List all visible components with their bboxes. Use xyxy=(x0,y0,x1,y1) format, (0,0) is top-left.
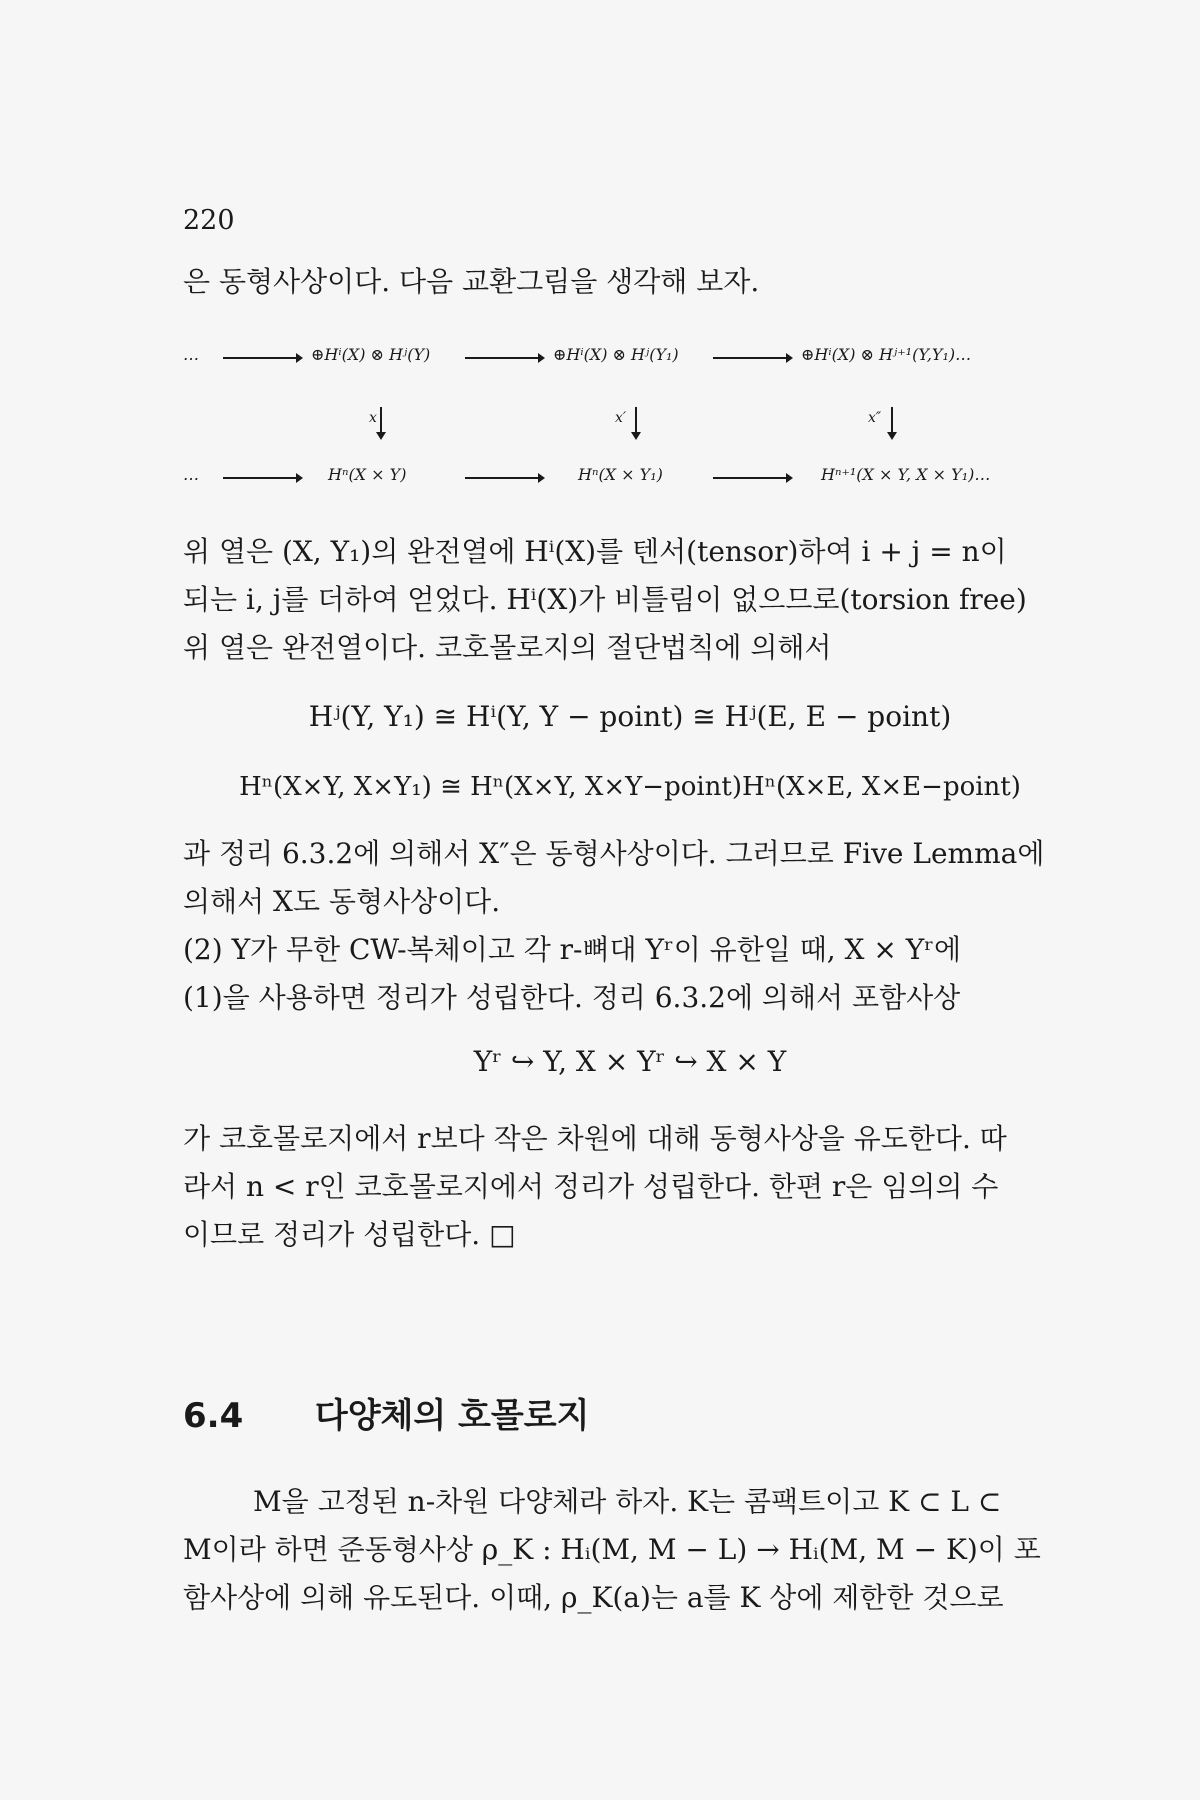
arrow-down xyxy=(380,407,382,437)
arrow-right xyxy=(713,357,791,359)
arrow-right xyxy=(465,477,543,479)
diagram-bottom-ellipsis: … xyxy=(183,465,199,484)
diagram-top-node-3: ⊕Hⁱ(X) ⊗ Hʲ⁺¹(Y,Y₁)… xyxy=(801,345,972,364)
paragraph-line: 이므로 정리가 성립한다. □ xyxy=(183,1218,516,1251)
paragraph-line: 위 열은 (X, Y₁)의 완전열에 Hⁱ(X)를 텐서(tensor)하여 i + j = n이 xyxy=(183,535,1007,568)
paragraph-line: 함사상에 의해 유도된다. 이때, ρ_K(a)는 a를 K 상에 제한한 것으로 xyxy=(183,1581,1004,1614)
diagram-bottom-node-1: Hⁿ(X × Y) xyxy=(328,465,407,484)
arrow-right xyxy=(223,357,301,359)
paragraph-2 xyxy=(183,830,1077,1022)
section-number: 6.4 xyxy=(183,1396,244,1436)
equation-3: Yʳ ↪ Y, X × Yʳ ↪ X × Y xyxy=(473,1045,787,1078)
intro-line: 은 동형사상이다. 다음 교환그림을 생각해 보자. xyxy=(183,265,760,298)
paragraph-line: M이라 하면 준동형사상 ρ_K : Hᵢ(M, M − L) → Hᵢ(M, M − K)이 포 xyxy=(183,1533,1041,1566)
commutative-diagram xyxy=(183,345,1083,515)
arrow-right xyxy=(713,477,791,479)
page-number: 220 xyxy=(183,205,235,236)
diagram-bottom-node-3: Hⁿ⁺¹(X × Y, X × Y₁)… xyxy=(821,465,991,484)
arrow-right xyxy=(465,357,543,359)
diagram-top-node-1: ⊕Hⁱ(X) ⊗ Hʲ(Y) xyxy=(311,345,431,364)
vertical-map-label-1: x xyxy=(369,410,377,426)
section-title: 다양체의 호몰로지 xyxy=(314,1396,590,1436)
arrow-right xyxy=(223,477,301,479)
paragraph-line: 과 정리 6.3.2에 의해서 X″은 동형사상이다. 그러므로 Five Lemma에 xyxy=(183,837,1045,870)
paragraph-line: 위 열은 완전열이다. 코호몰로지의 절단법칙에 의해서 xyxy=(183,631,832,664)
vertical-map-label-3: x″ xyxy=(868,410,882,426)
diagram-top-row xyxy=(183,345,1083,375)
paragraph-line: 라서 n < r인 코호몰로지에서 정리가 성립한다. 한편 r은 임의의 수 xyxy=(183,1170,999,1203)
paragraph-line: 가 코호몰로지에서 r보다 작은 차원에 대해 동형사상을 유도한다. 따 xyxy=(183,1122,1007,1155)
arrow-down xyxy=(891,407,893,437)
paragraph-3 xyxy=(183,1115,1077,1259)
section-heading xyxy=(183,1388,589,1437)
paragraph-1 xyxy=(183,528,1077,672)
paragraph-line: (1)을 사용하면 정리가 성립한다. 정리 6.3.2에 의해서 포함사상 xyxy=(183,981,961,1014)
equation-1: Hʲ(Y, Y₁) ≅ Hⁱ(Y, Y − point) ≅ Hʲ(E, E − point) xyxy=(308,700,952,733)
diagram-bottom-node-2: Hⁿ(X × Y₁) xyxy=(578,465,663,484)
diagram-top-ellipsis: … xyxy=(183,345,199,364)
paragraph-line: (2) Y가 무한 CW-복체이고 각 r-뼈대 Yʳ이 유한일 때, X × Yʳ에 xyxy=(183,933,961,966)
equation-2: Hⁿ(X×Y, X×Y₁) ≅ Hⁿ(X×Y, X×Y−point)Hⁿ(X×E, X×E−point) xyxy=(239,772,1021,802)
paragraph-line: 되는 i, j를 더하여 얻었다. Hⁱ(X)가 비틀림이 없으므로(torsion free) xyxy=(183,583,1027,616)
diagram-top-node-2: ⊕Hⁱ(X) ⊗ Hʲ(Y₁) xyxy=(553,345,679,364)
diagram-bottom-row xyxy=(183,465,1083,495)
arrow-down xyxy=(635,407,637,437)
intro-text xyxy=(183,258,1077,306)
paragraph-line: 의해서 X도 동형사상이다. xyxy=(183,885,501,918)
paragraph-4 xyxy=(183,1478,1077,1622)
vertical-map-label-2: x′ xyxy=(615,410,627,426)
paragraph-line: M을 고정된 n-차원 다양체라 하자. K는 콤팩트이고 K ⊂ L ⊂ xyxy=(253,1485,1002,1518)
